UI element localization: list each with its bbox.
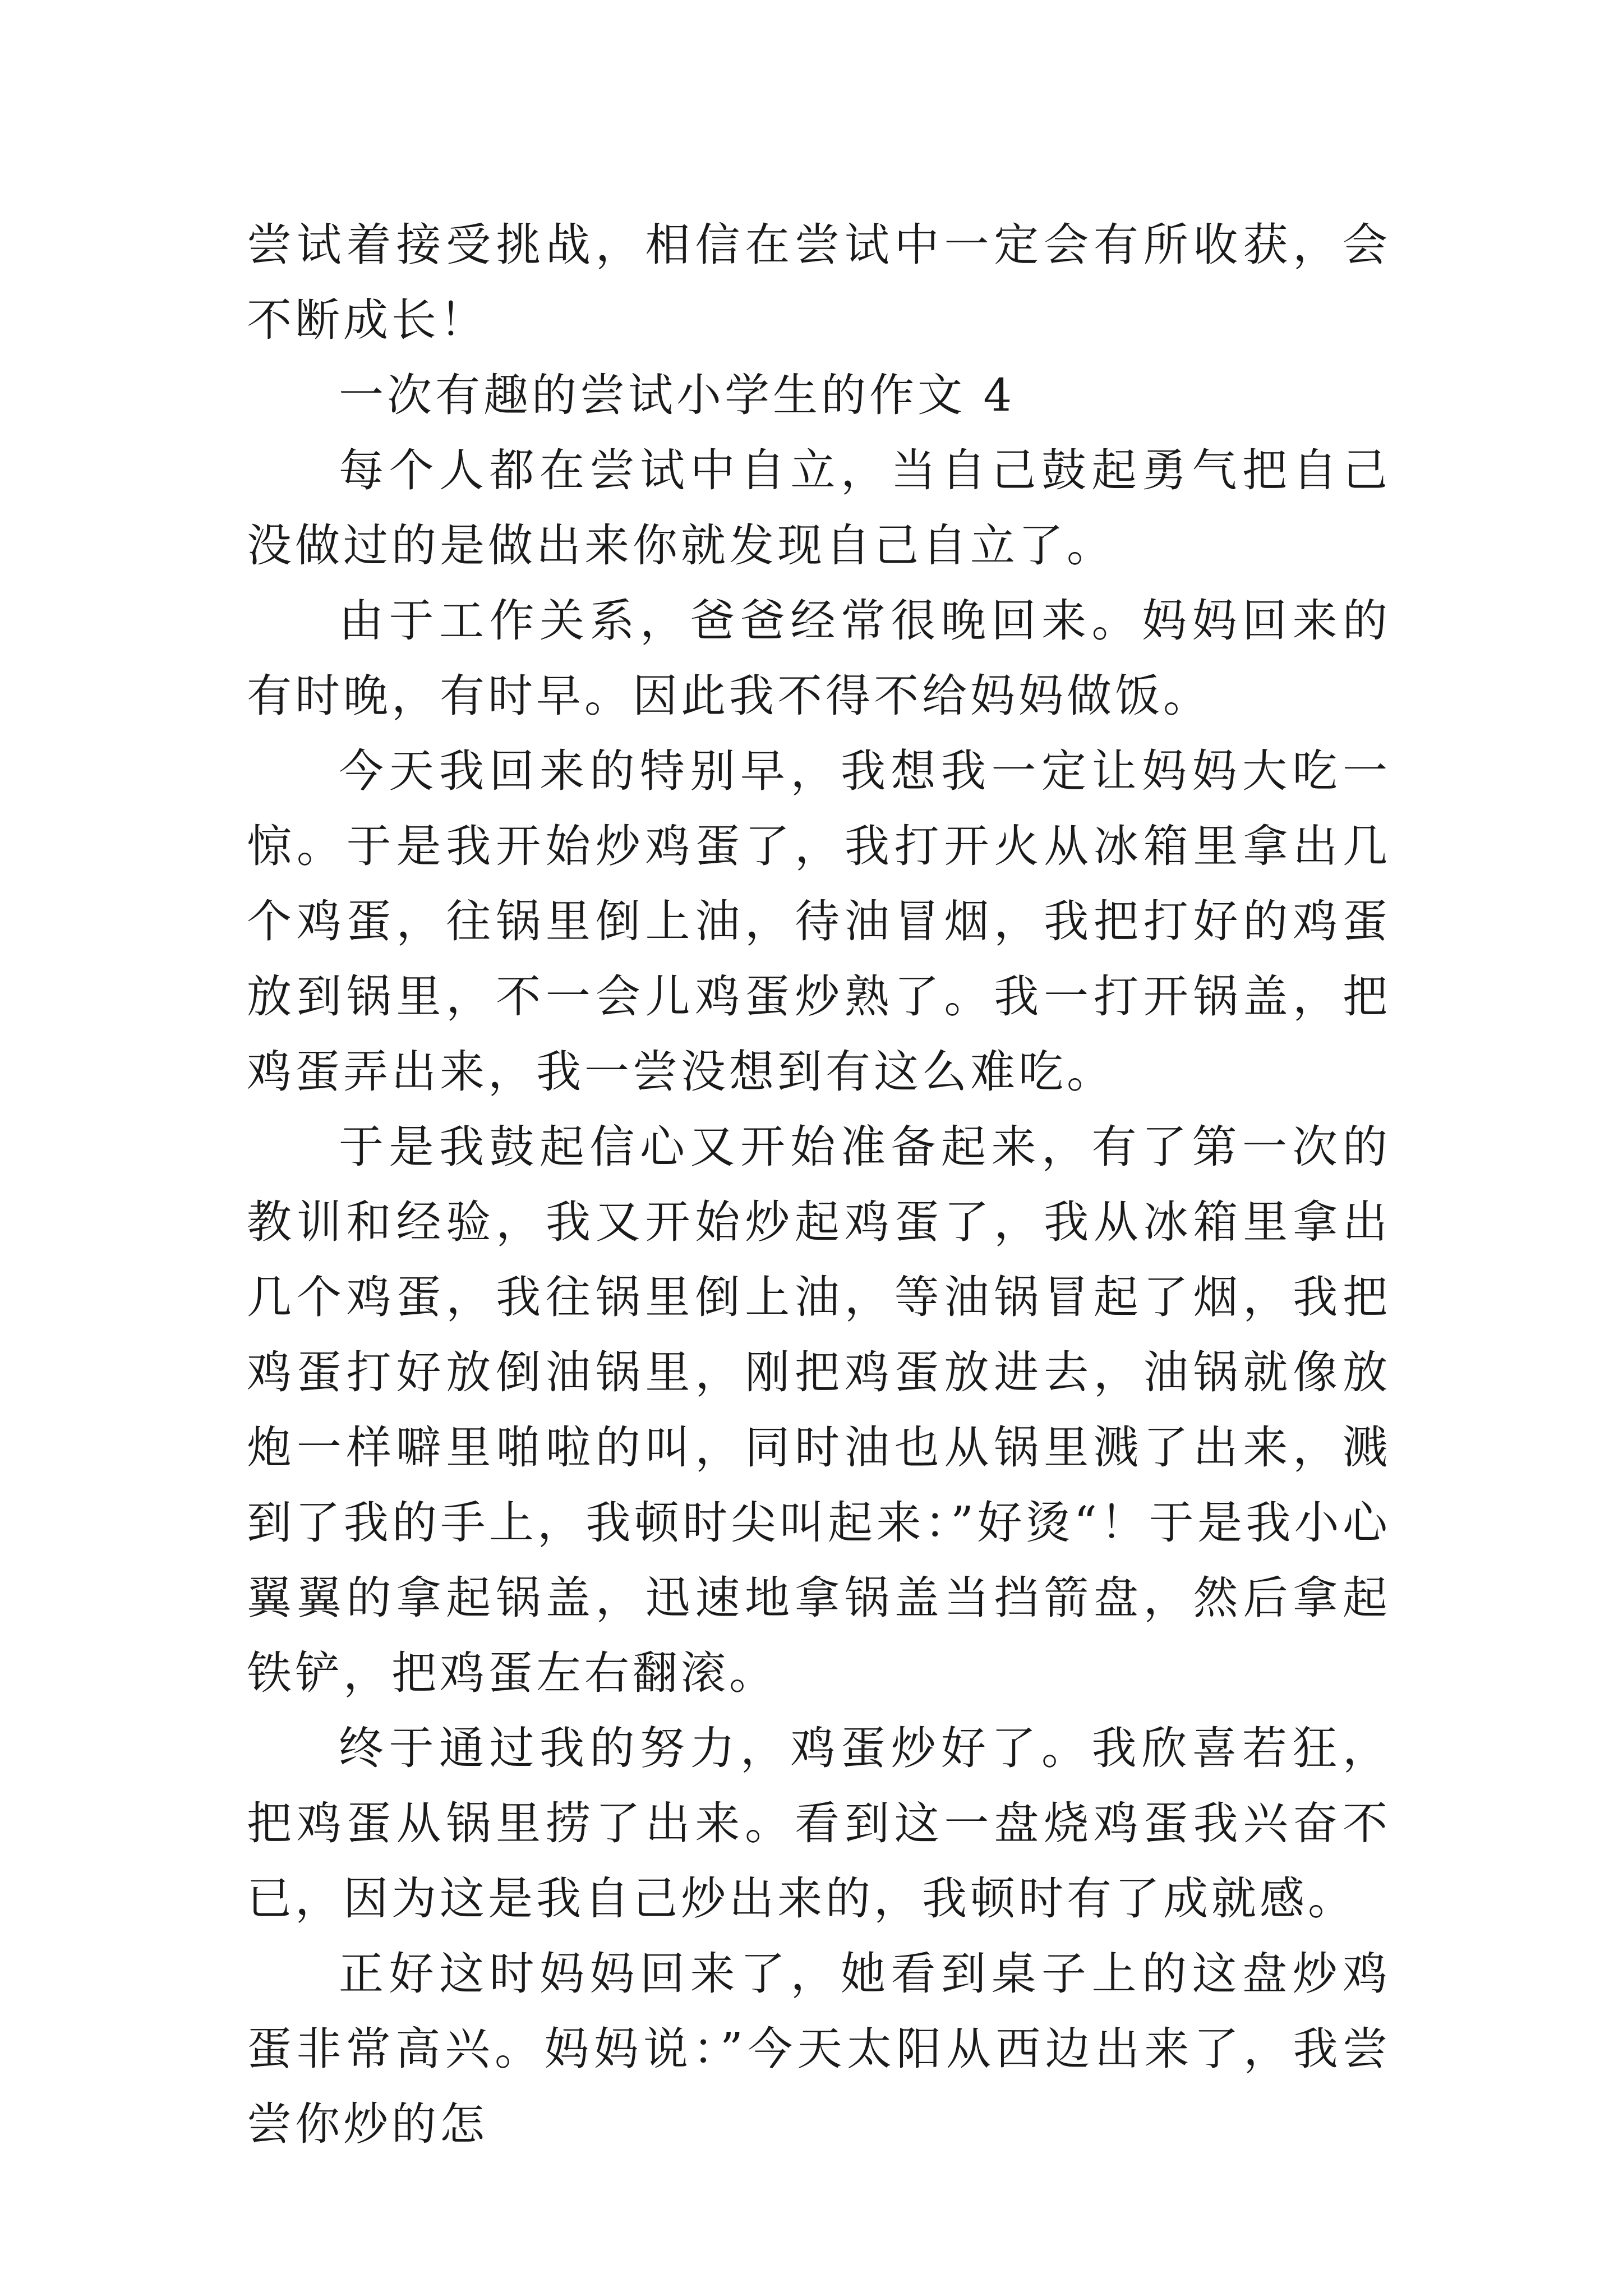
paragraph: 于是我鼓起信心又开始准备起来，有了第一次的教训和经验，我又开始炒起鸡蛋了，我从冰箱里拿出几个鸡蛋，我往锅里倒上油，等油锅冒起了烟，我把鸡蛋打好放倒油锅里，刚把鸡蛋放进去，油锅就像放炮一样噼里啪啦的叫，同时油也从锅里溅了出来，溅到了我的手上，我顿时尖叫起来：”好烫“！于是我小心翼翼的拿起锅盖，迅速地拿锅盖当挡箭盘，然后拿起铁铲，把鸡蛋左右翻滚。 (247, 1121, 1391, 1699)
paragraph: 今天我回来的特别早，我想我一定让妈妈大吃一惊。于是我开始炒鸡蛋了，我打开火从冰箱里拿出几个鸡蛋，往锅里倒上油，待油冒烟，我把打好的鸡蛋放到锅里，不一会儿鸡蛋炒熟了。我一打开锅盖，把鸡蛋弄出来，我一尝没想到有这么难吃。 (247, 745, 1391, 1098)
paragraph: 每个人都在尝试中自立，当自己鼓起勇气把自己没做过的是做出来你就发现自己自立了。 (247, 444, 1391, 572)
essay-body (247, 208, 1391, 2162)
paragraph: 正好这时妈妈回来了，她看到桌子上的这盘炒鸡蛋非常高兴。妈妈说：”今天太阳从西边出来了，我尝尝你炒的怎 (247, 1948, 1391, 2150)
paragraph: 由于工作关系，爸爸经常很晚回来。妈妈回来的有时晚，有时早。因此我不得不给妈妈做饭。 (247, 595, 1391, 722)
essay-heading: 一次有趣的尝试小学生的作文 4 (339, 369, 1016, 421)
paragraph: 终于通过我的努力，鸡蛋炒好了。我欣喜若狂，把鸡蛋从锅里捞了出来。看到这一盘烧鸡蛋我兴奋不已，因为这是我自己炒出来的，我顿时有了成就感。 (247, 1722, 1391, 1925)
paragraph-continuation: 尝试着接受挑战，相信在尝试中一定会有所收获，会不断成长！ (247, 219, 1391, 346)
